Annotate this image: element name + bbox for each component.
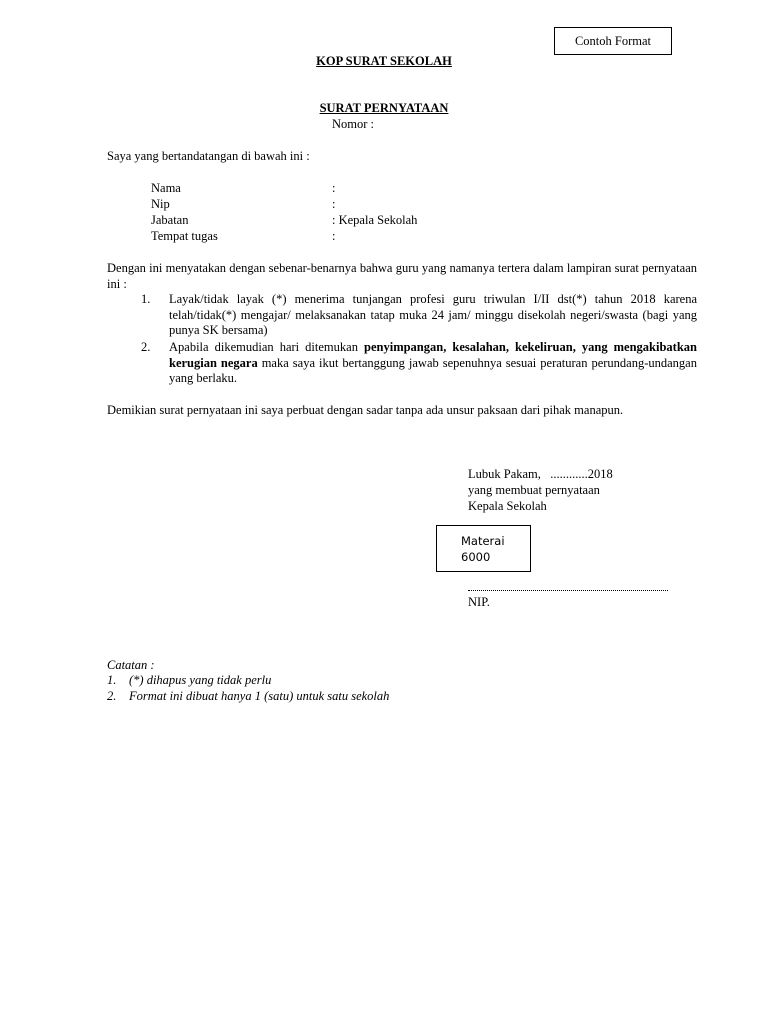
format-label-box	[554, 27, 672, 55]
letterhead: KOP SURAT SEKOLAH	[316, 54, 452, 68]
field-value-workplace: :	[332, 229, 336, 243]
format-label: Contoh Format	[574, 34, 652, 48]
list-item-text: Apabila dikemudian hari ditemukan penyimpangan, kesalahan, kekeliruan, yang mengakibatkan kerugian negara maka saya ikut bertanggung jawab sepenuhnya sesuai peraturan perundang-undangan yang berlaku.	[169, 340, 697, 385]
field-value-position: : Kepala Sekolah	[332, 213, 418, 227]
place-date: Lubuk Pakam, ............2018	[468, 467, 613, 481]
field-label-workplace: Tempat tugas	[151, 229, 218, 243]
signatory-role: Kepala Sekolah	[468, 499, 547, 513]
intro-text: Saya yang bertandatangan di bawah ini :	[107, 149, 310, 163]
field-value-name: :	[332, 181, 336, 195]
note-number: 2.	[107, 689, 117, 703]
statement-list	[107, 292, 697, 392]
field-label-nip: Nip	[151, 197, 170, 211]
field-label-name: Nama	[151, 181, 181, 195]
field-label-position: Jabatan	[151, 213, 189, 227]
note-text: (*) dihapus yang tidak perlu	[129, 673, 272, 687]
emphasis-text: penyimpangan, kesalahan, kekeliruan, yang mengakibatkan kerugian negara	[169, 340, 697, 370]
closing-text: Demikian surat pernyataan ini saya perbuat dengan sadar tanpa ada unsur paksaan dari pihak manapun.	[107, 403, 624, 417]
list-item-number: 2.	[141, 340, 151, 354]
stamp-duty-value: 6000	[461, 550, 491, 564]
note-number: 1.	[107, 673, 117, 687]
stamp-duty-label: Materai	[461, 534, 505, 548]
signatory-label: yang membuat pernyataan	[468, 483, 600, 497]
notes-heading: Catatan :	[107, 658, 155, 672]
statement-text: Dengan ini menyatakan dengan sebenar-benarnya bahwa guru yang namanya tertera dalam lampiran surat pernyataan ini :	[107, 261, 697, 291]
nip-label: NIP.	[468, 595, 490, 609]
list-item-text: Layak/tidak layak (*) menerima tunjangan profesi guru triwulan I/II dst(*) tahun 2018 karena telah/tidak(*) mengajar/ melaksanakan tatap muka 24 jam/ minggu disekolah negeri/swasta (bagi yang punya SK bersama)	[169, 292, 697, 337]
stamp-duty-box	[436, 525, 531, 572]
note-text: Format ini dibuat hanya 1 (satu) untuk satu sekolah	[129, 689, 390, 703]
list-item-number: 1.	[141, 292, 151, 306]
document-number: Nomor :	[332, 117, 375, 131]
field-value-nip: :	[332, 197, 336, 211]
document-title: SURAT PERNYATAAN	[319, 101, 449, 115]
signature-line	[468, 578, 668, 591]
notes-list	[107, 673, 507, 705]
